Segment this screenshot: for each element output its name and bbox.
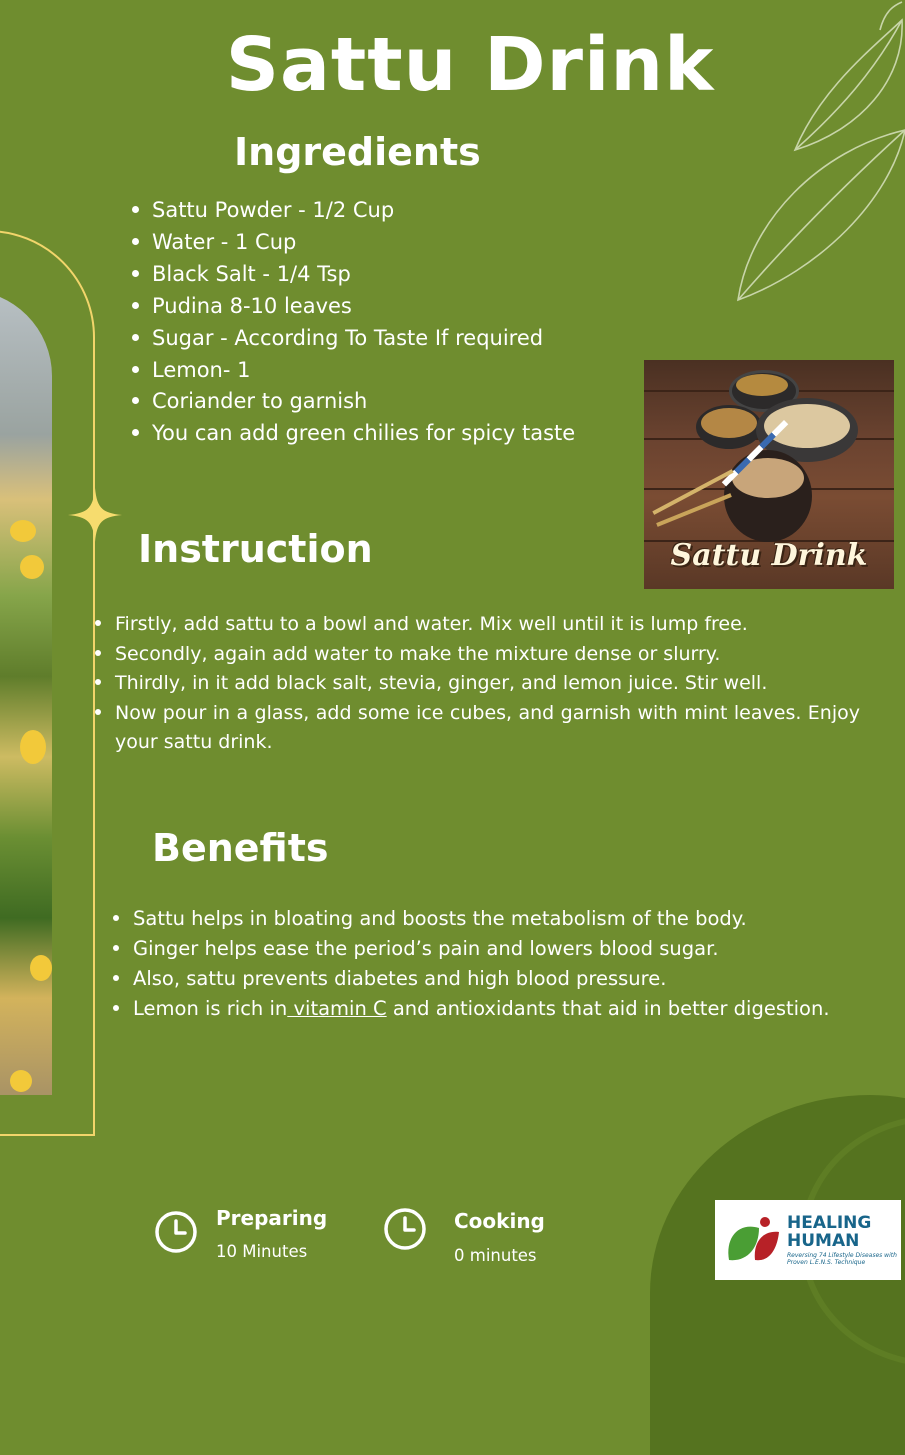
list-item: Thirdly, in it add black salt, stevia, ginger, and lemon juice. Stir well. bbox=[115, 669, 860, 699]
list-item: Ginger helps ease the period’s pain and lowers blood sugar. bbox=[133, 934, 830, 964]
page-title: Sattu Drink bbox=[225, 22, 715, 108]
list-item: Now pour in a glass, add some ice cubes, and garnish with mint leaves. Enjoy your sattu drink. bbox=[115, 699, 860, 758]
photo-label: Sattu Drink bbox=[670, 538, 868, 573]
list-item: Sattu Powder - 1/2 Cup bbox=[152, 195, 575, 227]
list-item: Black Salt - 1/4 Tsp bbox=[152, 259, 575, 291]
clock-icon bbox=[155, 1211, 197, 1253]
ingredients-heading: Ingredients bbox=[234, 130, 481, 174]
sattu-drink-photo bbox=[644, 360, 894, 589]
vitamin-c-link[interactable]: vitamin C bbox=[287, 997, 387, 1020]
benefits-heading: Benefits bbox=[152, 826, 329, 870]
preparing-value: 10 Minutes bbox=[216, 1242, 308, 1261]
instruction-list bbox=[115, 610, 860, 758]
leaf-logo-icon bbox=[725, 1212, 783, 1266]
list-item: Sattu helps in bloating and boosts the metabolism of the body. bbox=[133, 904, 830, 934]
logo-wordmark: HEALING HUMAN bbox=[787, 1213, 872, 1251]
list-item: Coriander to garnish bbox=[152, 386, 575, 418]
list-item: Secondly, again add water to make the mixture dense or slurry. bbox=[115, 640, 860, 670]
instruction-heading: Instruction bbox=[138, 527, 373, 571]
logo-tagline: Reversing 74 Lifestyle Diseases with Proven L.E.N.S. Technique bbox=[787, 1252, 897, 1266]
cooking-label: Cooking bbox=[454, 1209, 545, 1233]
ingredients-list bbox=[152, 195, 575, 450]
list-item: Sugar - According To Taste If required bbox=[152, 323, 575, 355]
cooking-value: 0 minutes bbox=[454, 1246, 537, 1265]
list-item: You can add green chilies for spicy taste bbox=[152, 418, 575, 450]
list-item: Water - 1 Cup bbox=[152, 227, 575, 259]
benefits-list bbox=[133, 904, 830, 1024]
list-item: Lemon is rich in vitamin C and antioxidants that aid in better digestion. bbox=[133, 994, 830, 1024]
healing-human-logo[interactable] bbox=[715, 1200, 901, 1280]
food-photo-left bbox=[0, 290, 52, 1095]
list-item: Also, sattu prevents diabetes and high blood pressure. bbox=[133, 964, 830, 994]
clock-icon bbox=[384, 1208, 426, 1250]
list-item: Firstly, add sattu to a bowl and water. Mix well until it is lump free. bbox=[115, 610, 860, 640]
preparing-label: Preparing bbox=[216, 1206, 328, 1230]
list-item: Lemon- 1 bbox=[152, 355, 575, 387]
sparkle-icon bbox=[68, 488, 122, 542]
list-item: Pudina 8-10 leaves bbox=[152, 291, 575, 323]
